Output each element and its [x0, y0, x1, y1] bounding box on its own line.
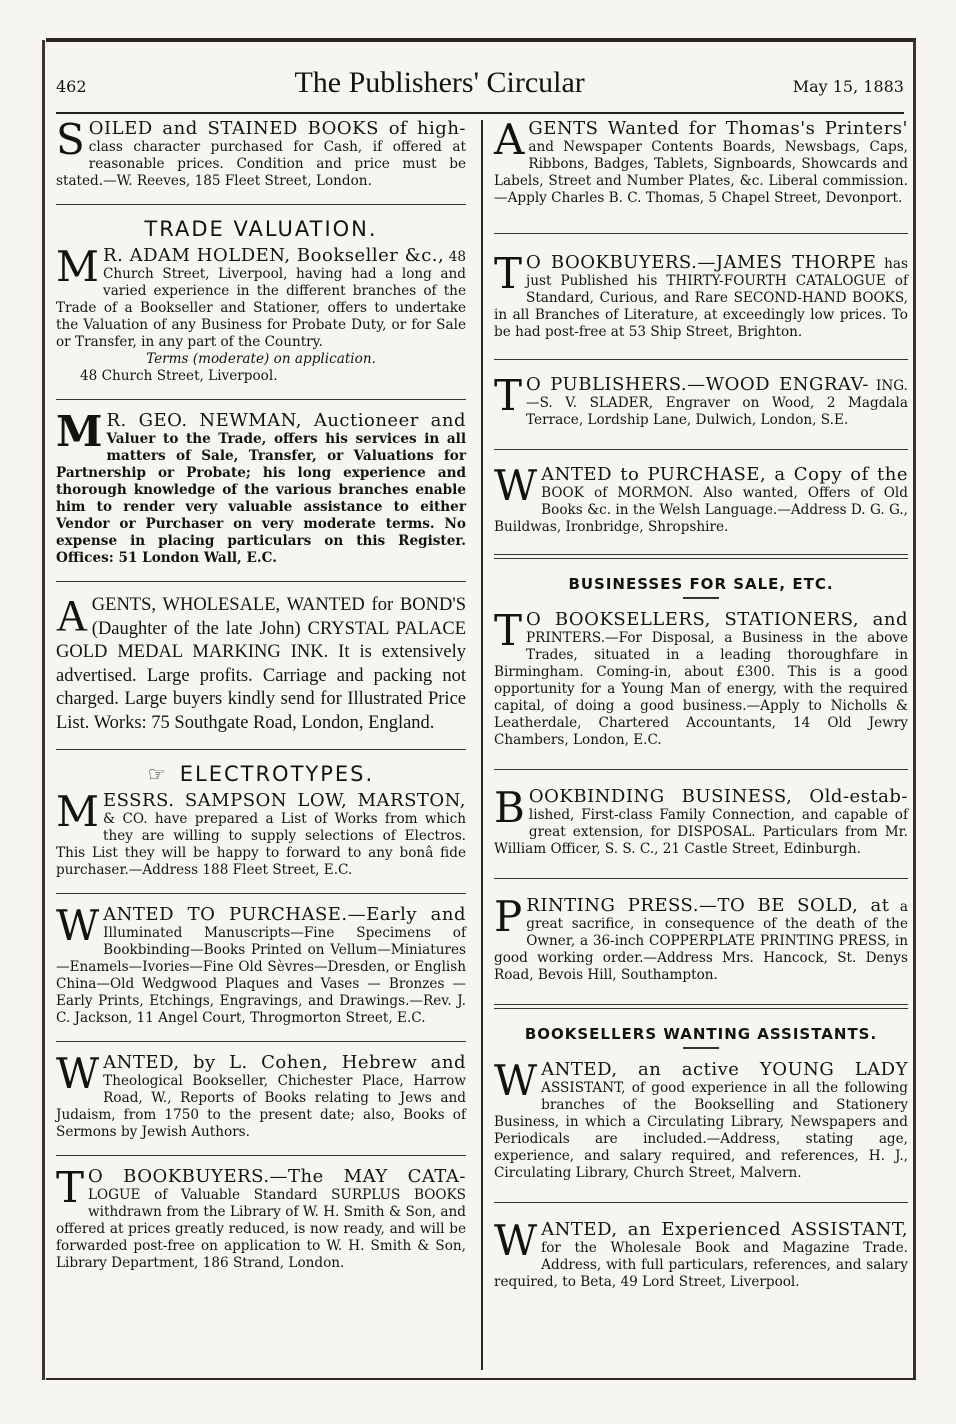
ad-sampson-low: [56, 787, 466, 879]
ad-holden: [56, 242, 466, 385]
ad-newman: [56, 407, 466, 567]
right-column: [488, 115, 909, 1370]
top-border: [46, 38, 916, 42]
double-rule: [494, 554, 908, 559]
ad-young-lady: [494, 1056, 908, 1182]
header-rule: [56, 112, 904, 114]
rule: [494, 359, 908, 360]
ad-lead: RINTING PRESS.—TO BE SOLD, at: [526, 895, 890, 916]
section-heading-text: ELECTROTYPES.: [179, 762, 375, 786]
drop-cap: P: [494, 892, 523, 941]
rule: [494, 1202, 908, 1203]
drop-cap: M: [56, 407, 103, 456]
ad-body: Valuer to the Trade, offers his services in all matters of Sale, Transfer, or Valuations for Partnership or Probate; his long experience and thorough knowledge of the various branches enable him to render very valuable assistance to either Vendor or Purchaser on very moderate terms. No expense in placing particulars on this Register. Offices: 51 London Wall, E.C.: [56, 431, 466, 566]
ad-lead: ANTED, an active YOUNG LADY: [541, 1059, 908, 1080]
page-header: [56, 66, 904, 106]
ad-experienced: [494, 1216, 908, 1291]
journal-title: The Publishers' Circular: [294, 66, 585, 99]
ad-mormon: [494, 461, 908, 536]
columns: [56, 115, 909, 1370]
ad-lead: O BOOKBUYERS.—The MAY CATA-: [88, 1166, 466, 1187]
ad-body: & CO. have prepared a List of Works from which they are willing to supply selections of Electros. This List they will be happy to forward to any bonâ fide purchaser.—Address 188 Fleet Street, E.C.: [56, 811, 466, 878]
rule: [56, 893, 466, 894]
bottom-border: [46, 1378, 916, 1380]
ad-body: LOGUE of Valuable Standard SURPLUS BOOKS withdrawn from the Library of W. H. Smith & Son, and offered at prices greatly reduced, is now ready, and will be forwarded post-free on application to W. H. Smith & Son, Library Department, 186 Strand, London.: [56, 1187, 466, 1271]
ad-lead: ESSRS. SAMPSON LOW, MARSTON,: [103, 790, 466, 811]
drop-cap: W: [56, 1049, 100, 1098]
ad-soiled-books: [56, 115, 466, 190]
drop-cap: S: [56, 115, 85, 164]
drop-cap: W: [494, 1216, 538, 1265]
short-rule: [683, 1047, 719, 1049]
column-divider: [481, 120, 483, 1370]
ad-lead: GENTS Wanted for Thomas's Printers': [528, 118, 908, 139]
ad-lead: R. GEO. NEWMAN, Auctioneer and: [106, 410, 466, 431]
section-heading-electrotypes: [56, 762, 466, 786]
pointing-hand-icon: ☞: [147, 762, 168, 786]
ad-may-catalogue: [56, 1163, 466, 1272]
ad-printing-press: [494, 892, 909, 984]
ad-lead: OOKBINDING BUSINESS, Old-estab-: [528, 786, 908, 807]
ad-body: for the Wholesale Book and Magazine Trade. Address, with full particulars, references, and salary required, to Beta, 49 Lord Street, Liverpool.: [494, 1240, 908, 1290]
ad-body: a great sacrifice, in consequence of the death of the Owner, a 36-inch COPPERPLATE PRINTING PRESS, in good working order.—Address Mrs. Hancock, St. Denys Road, Bevois Hill, Southampton.: [494, 899, 909, 983]
ad-lead: ANTED, an Experienced ASSISTANT,: [541, 1219, 908, 1240]
rule: [56, 399, 466, 400]
ad-wanted-purchase: [56, 901, 466, 1027]
ad-lead: R. ADAM HOLDEN, Bookseller &c.,: [103, 245, 445, 266]
ad-body: PRINTERS.—For Disposal, a Business in the above Trades, situated in a leading thoroughfare in Birmingham. Coming-in, about £300. This is a good opportunity for a Young Man of energy, with the required capital, of doing a good business.—Apply to Nicholls & Leatherdale, Chartered Accountants, 14 Old Jewry Chambers, London, E.C.: [494, 630, 908, 748]
ad-lead: ANTED TO PURCHASE.—Early and: [103, 904, 466, 925]
drop-cap: T: [56, 1163, 85, 1212]
ad-lead: O PUBLISHERS.—WOOD ENGRAV-: [526, 374, 869, 395]
rule: [56, 581, 466, 582]
ad-slader: [494, 371, 908, 429]
left-border: [42, 40, 45, 1380]
ad-cohen: [56, 1049, 466, 1141]
double-rule: [494, 1004, 908, 1009]
rule: [56, 749, 466, 750]
ad-body: lished, First-class Family Connection, and capable of great extension, for DISPOSAL. Particulars from Mr. William Officer, S. S. C., 21 Castle Street, Edinburgh.: [494, 807, 908, 857]
ad-body: 48 Church Street, Liverpool, having had a long and varied experience in the different branches of the Trade of a Bookseller and Stationer, offers to undertake the Valuation of any Business for Probate Duty, or for Sale or Transfer, in any part of the Country.: [56, 249, 466, 350]
drop-cap: M: [56, 242, 100, 291]
ad-lead: ANTED, by L. Cohen, Hebrew and: [103, 1052, 466, 1073]
ad-lead: OILED and STAINED BOOKS of high-: [88, 118, 466, 139]
ad-body: ASSISTANT, of good experience in all the following branches of the Bookselling and Stationery Business, in which a Circulating Library, Newspapers and Periodicals are included.—Address, stating age, experience, and salary required, and references, H. J., Circulating Library, Church Street, Malvern.: [494, 1080, 908, 1181]
ad-body: class character purchased for Cash, if offered at reasonable prices. Condition and price must be stated.—W. Reeves, 185 Fleet Street, London.: [56, 139, 466, 189]
ad-lead: O BOOKSELLERS, STATIONERS, and: [526, 609, 908, 630]
ad-body: Theological Bookseller, Chichester Place, Harrow Road, W., Reports of Books relating to Jews and Judaism, from 1750 to the present date; also, Books of Sermons by Jewish Authors.: [56, 1073, 466, 1140]
rule: [494, 449, 908, 450]
drop-cap: A: [56, 591, 88, 640]
rule: [56, 1155, 466, 1156]
page-number: 462: [56, 77, 87, 96]
ad-body: BOOK of MORMON. Also wanted, Offers of Old Books &c. in the Welsh Language.—Address D. G. G., Buildwas, Ironbridge, Shropshire.: [494, 485, 908, 535]
drop-cap: A: [494, 115, 525, 164]
ad-body: and Newspaper Contents Boards, Newsbags, Caps, Ribbons, Badges, Tablets, Signboards, Showcards and Labels, Street and Number Plates, &c. Liberal commission.—Apply Charles B. C. Thomas, 5 Chapel Street, Devonport.: [494, 139, 908, 206]
ad-bond-ink: [56, 591, 466, 735]
section-heading-trade-valuation: TRADE VALUATION.: [144, 217, 378, 241]
drop-cap: T: [494, 371, 523, 420]
drop-cap: B: [494, 783, 525, 832]
issue-date: May 15, 1883: [792, 77, 904, 96]
drop-cap: T: [494, 249, 523, 298]
section-heading-assistants: BOOKSELLERS WANTING ASSISTANTS.: [524, 1025, 878, 1043]
section-heading-businesses: BUSINESSES FOR SALE, ETC.: [568, 575, 834, 593]
drop-cap: M: [56, 787, 100, 836]
ad-body: Illuminated Manuscripts—Fine Specimens of Bookbinding—Books Printed on Vellum—Miniatures—Enamels—Ivories—Fine Old Sèvres—Dresden, or English China—Old Wedgwood Plaques and Vases — Bronzes — Early Prints, Etchings, Engravings, and Drawings.—Rev. J. C. Jackson, 11 Angel Court, Throgmorton Street, E.C.: [56, 925, 466, 1026]
ad-terms: Terms (moderate) on application.: [146, 351, 376, 367]
ad-thorpe: [494, 249, 908, 341]
ad-lead: ANTED to PURCHASE, a Copy of the: [541, 464, 908, 485]
left-column: [56, 115, 476, 1370]
drop-cap: T: [494, 606, 523, 655]
ad-bookbinding: [494, 783, 908, 858]
ad-nicholls: [494, 606, 908, 749]
drop-cap: W: [494, 1056, 538, 1105]
right-border: [913, 40, 916, 1380]
ad-lead: O BOOKBUYERS.—JAMES THORPE: [526, 252, 877, 273]
drop-cap: W: [494, 461, 538, 510]
drop-cap: W: [56, 901, 100, 950]
rule: [56, 1041, 466, 1042]
ad-body: ING.—S. V. SLADER, Engraver on Wood, 2 Magdala Terrace, Lordship Lane, Dulwich, London, S.E.: [526, 378, 908, 428]
ad-body: has just Published his THIRTY-FOURTH CATALOGUE of Standard, Curious, and Rare SECOND-HAND BOOKS, in all Branches of Literature, at exceedingly low prices. To be had post-free at 53 Ship Street, Brighton.: [494, 256, 908, 340]
rule: [494, 233, 908, 234]
ad-body: GENTS, WHOLESALE, WANTED for BOND'S (Daughter of the late John) CRYSTAL PALACE GOLD MEDAL MARKING INK. It is extensively advertised. Large profits. Carriage and packing not charged. Large buyers kindly send for Illustrated Price List. Works: 75 Southgate Road, London, England.: [56, 595, 466, 733]
rule: [56, 204, 466, 205]
rule: [494, 769, 908, 770]
short-rule: [683, 597, 719, 599]
rule: [494, 878, 908, 879]
ad-address: 48 Church Street, Liverpool.: [80, 368, 278, 384]
ad-thomas: [494, 115, 908, 207]
